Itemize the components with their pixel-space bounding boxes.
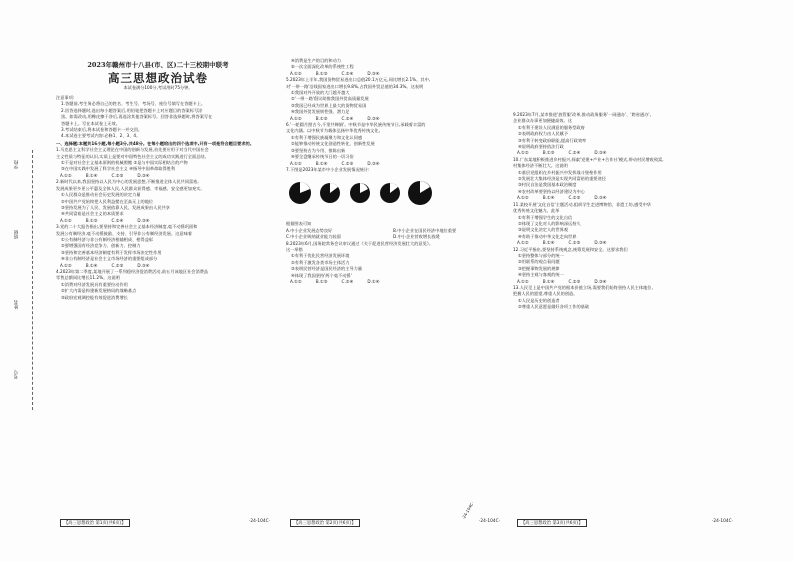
pie-chart-4 [380, 183, 400, 203]
question-line: 企业群众办事更加便捷高效。这 [513, 118, 572, 124]
choice-c: C.②③ [111, 262, 124, 268]
choice-b: B.①④ [542, 278, 555, 284]
choice-d: D.③④ [594, 240, 607, 246]
column-3 [513, 112, 733, 512]
exam-number-label: 考号 [14, 370, 19, 379]
choice-b: B.①④ [85, 262, 98, 268]
choice-b: B.①③ [542, 150, 555, 156]
cut-line [32, 150, 33, 410]
option-line: ②体现了文化对人的影响深远持久 [518, 220, 581, 226]
option-line: ①人民是历史的创造者 [518, 297, 560, 303]
option-line: ③在中国实践中发展了科学社会主义 ④指导中国革命取得胜利 [61, 166, 176, 172]
section-heading: 一、选择题:本题共16小题,每小题3分,共48分。在每小题给出的四个选项中,只有一项是符合题目要求的。 [56, 140, 254, 146]
choice-a: A.①② [517, 195, 529, 201]
choice-d: D.①④ [367, 278, 380, 284]
choice-d: D.③④ [137, 172, 150, 178]
choice-a: A.中小企业发展态势良好 [286, 227, 333, 233]
choice-c: C.②④ [341, 70, 354, 76]
option-line: ③我国已经成为世界上最大的货物贸易国 [291, 102, 367, 108]
footer-page-1 [60, 519, 270, 527]
pie-chart-row [286, 173, 436, 219]
question-line: 优秀传统文化魅力。此举 [513, 208, 560, 214]
choice-a: A.①② [290, 160, 302, 166]
option-line: ①有利于增强民族凝聚力和文化认同感 [291, 134, 363, 140]
notes-heading: 注意事项: [56, 95, 75, 100]
choice-a: A.①② [290, 70, 302, 76]
note-line: 1.答题前,考生务必将自己的姓名、考生号、考场号、座位号填写在答题卡上。 [61, 101, 206, 107]
option-line: ①基层党组织在乡村振兴中发挥战斗堡垒作用 [518, 169, 602, 175]
question-line: 13.人民至上是中国共产党的根本价值立场,需要我们始终坚持人民主体地位, [513, 284, 653, 290]
choice-c: C.②③ [341, 160, 354, 166]
exam-title: 2023年赣州市十八县(市、区)二十三校期中联考 [87, 61, 229, 69]
question-line: 3.党的二十大报告指出,要坚持和完善社会主义基本经济制度,毫不动摇巩固和 [56, 224, 198, 230]
column-2 [286, 58, 500, 513]
question-line: 发展公有制经济,毫不动摇鼓励、支持、引导非公有制经济发展。这意味着 [56, 230, 192, 236]
question-line: 4.2023年第二季度,某地开展了一系列稳经济促消费活动,前五月该地区社会消费品 [56, 268, 209, 274]
choice-c: C.中小企业吸纳就业能力较弱 [286, 234, 341, 240]
question-line: 零售总额同比增长11.2%。这说明 [56, 275, 120, 281]
option-line: ④坚持主观与客观的统一 [518, 272, 564, 278]
choice-a: A.①② [60, 172, 72, 178]
option-line: ①公有制经济与非公有制经济相辅相成、相得益彰 [61, 236, 154, 242]
footer-label: 【高三思想政治 第3页(共6页)】 [517, 519, 587, 527]
choice-a: A.①② [60, 262, 72, 268]
footer-code: ·24-104C· [479, 519, 500, 524]
note-line: 2.回答选择题时,选出每小题答案后,用铅笔把答题卡上对应题目的答案标号涂 [61, 107, 203, 113]
choice-a: A.①② [60, 217, 72, 223]
choice-c: C.②④ [341, 278, 354, 284]
score-note: 本试卷满分100分,考试用时75分钟。 [123, 85, 193, 90]
option-line: ①人民群众是推动社会历史发展的决定力量 [61, 192, 141, 198]
option-line: ②能够推动传统文化创造性转化、创新性发展 [291, 141, 375, 147]
question-line: 1.马克思主义科学社会主义理论在中国的创新与发展,首先要应用于对当代中国社会 [56, 147, 209, 153]
question-line: 对'一带一路'沿线国家进出口增长9.8%,占我国外贸总值的34.3%。这表明 [286, 83, 424, 89]
option-line: ①不是对社会主义基本原则的机械照搬 ②是与中国实际相结合的产物 [61, 160, 188, 166]
question-line: 2.新时代以来,我国坚持以人民为中心的发展思想,不断推进全体人民共同富裕, [56, 179, 199, 185]
pie-chart-1 [289, 182, 311, 204]
school-label: 学校 [14, 160, 19, 169]
choice-c: C.②④ [341, 115, 354, 121]
choice-a: A.①② [517, 278, 529, 284]
question-line: 9.2023年7月,某市推进'放管服'改革,推动政务服务'一网通办'、'跨省通办', [513, 112, 651, 117]
question-line: 6.'一轮圆月照古今,千里共婵娟'。中秋节是中华民族传统节日,承载着丰富的 [286, 122, 426, 128]
question-line: 12.习近平指出,要坚持系统观念,统筹发展和安全。这要求我们 [513, 246, 628, 252]
pie-chart-3 [350, 183, 370, 203]
question-line: 5.2023年上半年,我国货物贸易进出口总值20.1万亿元,同比增长2.1%。其中, [286, 77, 431, 83]
option-line: ③有利于转变政府职能,提高行政效率 [518, 137, 587, 143]
choice-d: D.③④ [594, 150, 607, 156]
choice-d: D.③④ [367, 70, 380, 76]
note-line: 3.考试结束后,将本试卷和答题卡一并交回。 [61, 127, 143, 133]
option-line: ②用联系的观点看问题 [518, 259, 560, 265]
option-line: ②表明政府权力由人民赋予 [518, 131, 569, 137]
choice-b: B.中小企业在国民经济中地位重要 [393, 227, 457, 233]
option-line: ②'一带一路'倡议助推我国外贸高质量发展 [291, 96, 369, 102]
option-line: ④非公有制经济是社会主义市场经济的重要组成部分 [61, 256, 158, 262]
chart-area [286, 173, 500, 221]
pie-chart-5 [408, 181, 432, 205]
choice-d: D.③④ [137, 262, 150, 268]
option-line: ②要增强国有经济竞争力、创新力、控制力 [61, 243, 141, 249]
choice-a: A.①② [290, 115, 302, 121]
option-line: ③要坚持古为今用、推陈出新 [291, 147, 346, 153]
choice-b: B.①④ [315, 160, 328, 166]
question-line: 主义性质与特征的认识,实质上是要对中国特色社会主义的成功实践进行全面总结。 [56, 153, 209, 159]
choice-c: C.②③ [568, 278, 581, 284]
option-line: ④农村改革要坚持以经济建设为中心 [518, 188, 585, 194]
choice-b: B.①④ [542, 195, 555, 201]
choice-d: D.③④ [367, 160, 380, 166]
choice-c: C.②③ [111, 172, 124, 178]
binding-margin [10, 150, 42, 410]
option-line: ③坚持和完善基本经济制度有利于发挥市场决定性作用 [61, 249, 162, 255]
option-line: ④有助于推动中华文化走向世界 [518, 233, 577, 239]
footer-page-3 [517, 519, 733, 527]
option-line: ④说明政府坚持依法行政 [518, 144, 564, 150]
option-line: ④我国外贸发展韧性强、潜力足 [291, 109, 350, 115]
option-line: ③把握事物发展的规律 [518, 265, 560, 271]
question-line: 8.2023年6月,国务院常务会议审议通过《关于促进民营经济发展壮大的意见》。 [286, 240, 434, 246]
exam-code-stamp: ·24-104C· [460, 500, 475, 521]
pie-chart-2 [320, 183, 340, 203]
option-line: ②有利于激发各类市场主体活力 [291, 259, 350, 265]
option-line: ③坚持发展为了人民、发展依靠人民、发展成果由人民共享 [61, 204, 170, 210]
choice-a: A.①② [290, 278, 302, 284]
option-line: ③村民自治是我国基本政治制度 [518, 182, 577, 188]
chart-caption: 根据图表可知 [286, 221, 312, 227]
option-line: ①消费对经济发展具有重要拉动作用 [61, 281, 128, 287]
question-line: 这一举措 [286, 246, 303, 252]
option-line: ④体现了我国坚持'两个毫不动摇' [291, 272, 352, 278]
question-line: 7.下图是2023年某市中小企业发展情况统计: [286, 166, 370, 172]
choice-d: D.③④ [594, 278, 607, 284]
option-line: ②扩大内需是构建新发展格局的战略基点 [61, 288, 137, 294]
class-label: 班级 [14, 230, 19, 239]
choice-a: A.①② [517, 240, 529, 246]
choice-d: D.③④ [137, 217, 150, 223]
option-line: ②尊重人民意愿是做好各项工作的基础 [518, 304, 590, 310]
choice-c: C.②④ [111, 217, 124, 223]
note-line: 黑。如需改动,用橡皮擦干净后,再选涂其他答案标号。回答非选择题时,将答案写在 [61, 114, 213, 120]
column-1 [56, 92, 270, 512]
question-line: 村集体经济不断壮大。这说明 [513, 163, 568, 169]
footer-label: 【高三思想政治 第2页(共6页)】 [290, 519, 360, 527]
option-line: ⑤一次全面深化改革的系统性工程 [291, 64, 354, 70]
choice-d: D.③④ [594, 195, 607, 201]
option-line: ②发展壮大集体经济是实现共同富裕的重要途径 [518, 176, 606, 182]
choice-c: C.②④ [568, 150, 581, 156]
choice-a: A.①② [517, 150, 529, 156]
option-line: ①坚持整体与部分的统一 [518, 252, 564, 258]
option-line: ④要全盘继承传统节日的一切习俗 [291, 154, 354, 160]
note-line: 4.本试卷主要考试内容:必修1、2、3、4。 [61, 133, 141, 139]
choice-b: B.①④ [542, 240, 555, 246]
choice-c: C.②③ [568, 240, 581, 246]
choice-d: D.中小企业营收增长放缓 [393, 234, 440, 240]
option-line: ②中国共产党始终把人民利益摆在至高无上的地位 [61, 198, 154, 204]
option-line: ④消费是生产的目的和动力 [291, 58, 342, 63]
question-line: 发展成果更多更公平惠及全体人民,人民群众获得感、幸福感、安全感更加充实。 [56, 185, 205, 191]
choice-b: B.①③ [315, 278, 328, 284]
option-line: ①有利于建设人民满意的服务型政府 [518, 124, 585, 130]
answer-choices [286, 279, 500, 285]
choice-b: B.①③ [85, 217, 98, 223]
option-line: ①有利于增强学生的文化自信 [518, 214, 573, 220]
option-line: ③说明文化决定人的世界观 [518, 227, 569, 233]
option-line: ①我国对外开放的大门越开越大 [291, 90, 350, 96]
question-line: 10.广东某地积极推进乡村振兴,探索'党建+产业+合作社'模式,带动村民增收致富, [513, 156, 664, 162]
question-line: 11.某校开展'文化自信'主题活动,组织学生走进博物馆、非遗工坊,感受中华 [513, 201, 651, 207]
choice-b: B.①④ [85, 172, 98, 178]
option-line: ④共同富裕是社会主义的本质要求 [61, 211, 124, 217]
question-line: 把握人民的愿望,尊重人民的创造。 [513, 291, 578, 297]
choice-c: C.②③ [568, 195, 581, 201]
footer-code: ·24-104C· [712, 519, 733, 524]
footer-page-2 [290, 519, 500, 527]
footer-label: 【高三思想政治 第1页(共6页)】 [60, 519, 130, 527]
subject-title: 高三思想政治试卷 [108, 71, 208, 85]
option-line: ③政府宏观调控能有效促进消费增长 [61, 294, 128, 300]
choice-b: B.①③ [315, 115, 328, 121]
choice-b: B.①③ [315, 70, 328, 76]
choice-d: D.③④ [367, 115, 380, 121]
name-label: 姓名 [14, 300, 19, 309]
footer-code: ·24-104C· [249, 519, 270, 524]
option-line: ③表明民营经济是国民经济的主导力量 [291, 266, 363, 272]
question-line: 文化内涵。以中秋节为载体弘扬中华优秀传统文化, [286, 128, 380, 134]
option-line: ①有利于优化民营经济发展环境 [291, 253, 350, 259]
note-line: 答题卡上。写在本试卷上无效。 [61, 120, 120, 126]
answer-choices [286, 228, 500, 241]
